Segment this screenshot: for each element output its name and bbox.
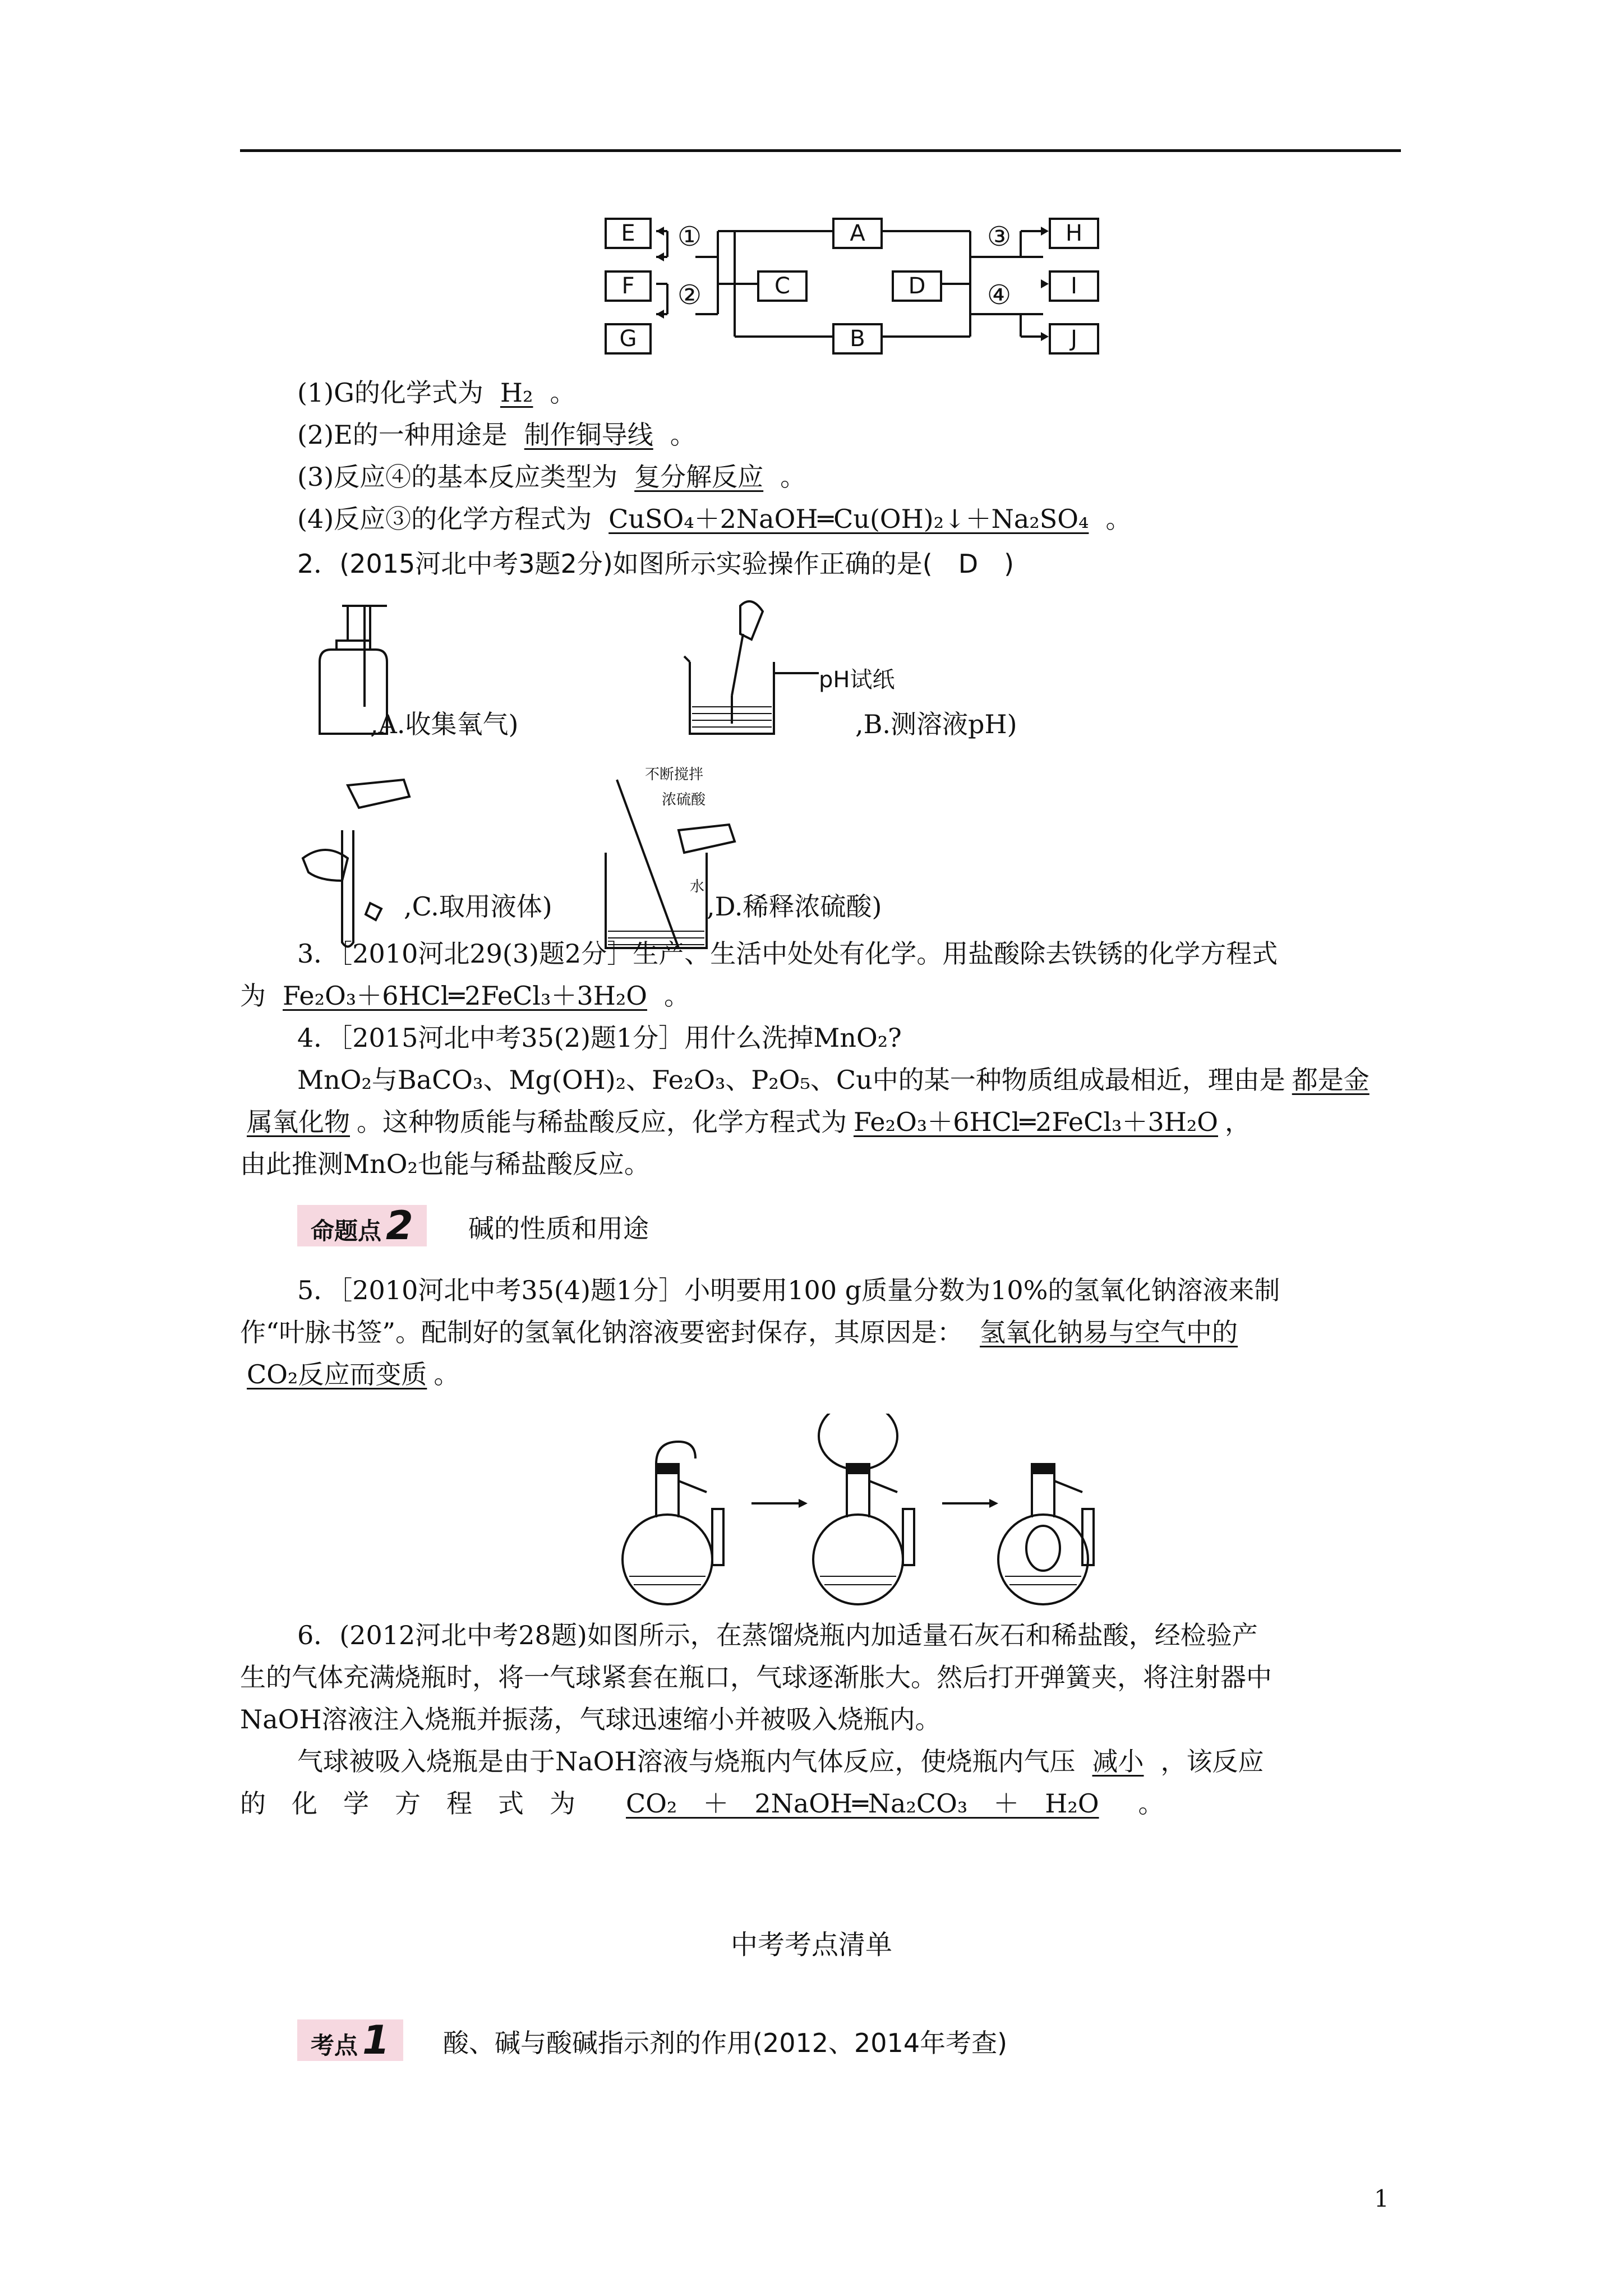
node-i: I bbox=[1049, 270, 1099, 302]
option-b-label: ,B.测溶液pH) bbox=[855, 709, 1017, 739]
conc-acid-label: 浓硫酸 bbox=[662, 792, 706, 808]
q5-answer-a: 氢氧化钠易与空气中的 bbox=[980, 1317, 1238, 1347]
page-number: 1 bbox=[1374, 2185, 1389, 2212]
q6-line5: 的 化 学 方 程 式 为 CO₂ ＋ 2NaOH═Na₂CO₃ ＋ H₂O 。 bbox=[240, 1788, 1164, 1819]
q5-line2: 作“叶脉书签”。配制好的氢氧化钠溶液要密封保存，其原因是： 氢氧化钠易与空气中的 bbox=[240, 1315, 1255, 1349]
q1-answer1: H₂ bbox=[500, 378, 533, 408]
section-2-title: 碱的性质和用途 bbox=[468, 1213, 649, 1244]
water-label: 水 bbox=[690, 878, 705, 895]
q4-line4: 由此推测MnO₂也能与稀盐酸反应。 bbox=[240, 1149, 650, 1179]
figure-b-ph-test bbox=[679, 595, 824, 740]
section-tag-2: 命题点 2 bbox=[297, 1205, 427, 1246]
q4-line1: 4．［2015河北中考35(2)题1分］用什么洗掉MnO₂? bbox=[297, 1023, 902, 1053]
q4-line2: MnO₂与BaCO₃、Mg(OH)₂、Fe₂O₃、P₂O₅、Cu中的某一种物质组成最相近，理由是 都是金 bbox=[297, 1063, 1376, 1097]
section-tag-k1: 考点 1 bbox=[297, 2019, 403, 2061]
checklist-title: 中考考点清单 bbox=[730, 1929, 892, 1961]
node-f: F bbox=[605, 270, 652, 302]
node-c: C bbox=[757, 270, 808, 302]
reaction-2-label: ② bbox=[677, 279, 702, 311]
node-h: H bbox=[1049, 218, 1099, 249]
q5-line3: CO₂反应而变质 。 bbox=[240, 1358, 459, 1391]
q6-answer2: CO₂ ＋ 2NaOH═Na₂CO₃ ＋ H₂O bbox=[626, 1788, 1099, 1819]
reaction-1-label: ① bbox=[677, 221, 702, 252]
q4-answer1b: 属氧化物 bbox=[247, 1107, 350, 1137]
option-d-label: ,D.稀释浓硫酸) bbox=[707, 891, 882, 922]
q3-line1: 3．［2010河北29(3)题2分］生产、生活中处处有化学。用盐酸除去铁锈的化学方程式 bbox=[297, 938, 1278, 969]
q4-answer2: Fe₂O₃＋6HCl═2FeCl₃＋3H₂O bbox=[854, 1107, 1218, 1137]
reaction-diagram bbox=[594, 213, 1099, 359]
q6-line4: 气球被吸入烧瓶是由于NaOH溶液与烧瓶内气体反应，使烧瓶内气压 减小 ，该反应 bbox=[297, 1746, 1264, 1777]
ph-paper-label: pH试纸 bbox=[819, 667, 895, 693]
q1-answer3: 复分解反应 bbox=[634, 462, 764, 492]
q5-line1: 5．［2010河北中考35(4)题1分］小明要用100 g质量分数为10%的氢氧化钠溶液来制 bbox=[297, 1275, 1280, 1305]
q1-line4: (4)反应③的化学方程式为 CuSO₄＋2NaOH═Cu(OH)₂↓＋Na₂SO₄ 。 bbox=[297, 504, 1132, 534]
node-j: J bbox=[1049, 323, 1099, 355]
q3-line2: 为 Fe₂O₃＋6HCl═2FeCl₃＋3H₂O 。 bbox=[240, 981, 690, 1011]
node-b: B bbox=[832, 323, 883, 355]
reaction-3-label: ③ bbox=[987, 221, 1012, 252]
q4-line3: 属氧化物 。这种物质能与稀盐酸反应，化学方程式为 Fe₂O₃＋6HCl═2FeCl₃＋3H₂O ， bbox=[240, 1105, 1251, 1139]
figure-c-take-liquid bbox=[292, 774, 426, 954]
node-e: E bbox=[605, 218, 652, 249]
q4-answer1a: 都是金 bbox=[1292, 1065, 1370, 1095]
figure-flask-sequence bbox=[617, 1414, 1099, 1616]
q2-stem: 2．(2015河北中考3题2分)如图所示实验操作正确的是( D ) bbox=[297, 549, 1015, 579]
q1-line3: (3)反应④的基本反应类型为 复分解反应 。 bbox=[297, 462, 806, 492]
node-d: D bbox=[892, 270, 942, 302]
q1-line2: (2)E的一种用途是 制作铜导线 。 bbox=[297, 420, 696, 450]
node-a: A bbox=[832, 218, 883, 249]
q1-line1: (1)G的化学式为 H₂ 。 bbox=[297, 378, 576, 408]
q1-answer2: 制作铜导线 bbox=[524, 420, 653, 450]
q3-answer: Fe₂O₃＋6HCl═2FeCl₃＋3H₂O bbox=[283, 981, 647, 1011]
option-a-label: ,A.收集氧气) bbox=[370, 709, 519, 739]
node-g: G bbox=[605, 323, 652, 355]
q6-line2: 生的气体充满烧瓶时，将一气球紧套在瓶口，气球逐渐胀大。然后打开弹簧夹，将注射器中 bbox=[240, 1662, 1272, 1692]
q6-line1: 6．(2012河北中考28题)如图所示，在蒸馏烧瓶内加适量石灰石和稀盐酸，经检验产 bbox=[297, 1620, 1258, 1650]
reaction-4-label: ④ bbox=[987, 279, 1012, 311]
q5-answer-b: CO₂反应而变质 bbox=[247, 1359, 427, 1389]
q1-answer4: CuSO₄＋2NaOH═Cu(OH)₂↓＋Na₂SO₄ bbox=[608, 504, 1089, 534]
q6-line3: NaOH溶液注入烧瓶并振荡，气球迅速缩小并被吸入烧瓶内。 bbox=[240, 1704, 941, 1734]
option-c-label: ,C.取用液体) bbox=[404, 891, 552, 922]
stir-label: 不断搅拌 bbox=[645, 766, 704, 783]
header-rule bbox=[240, 149, 1401, 152]
q6-answer1: 减小 bbox=[1092, 1746, 1144, 1777]
section-k1-title: 酸、碱与酸碱指示剂的作用(2012、2014年考查) bbox=[443, 2028, 1008, 2058]
